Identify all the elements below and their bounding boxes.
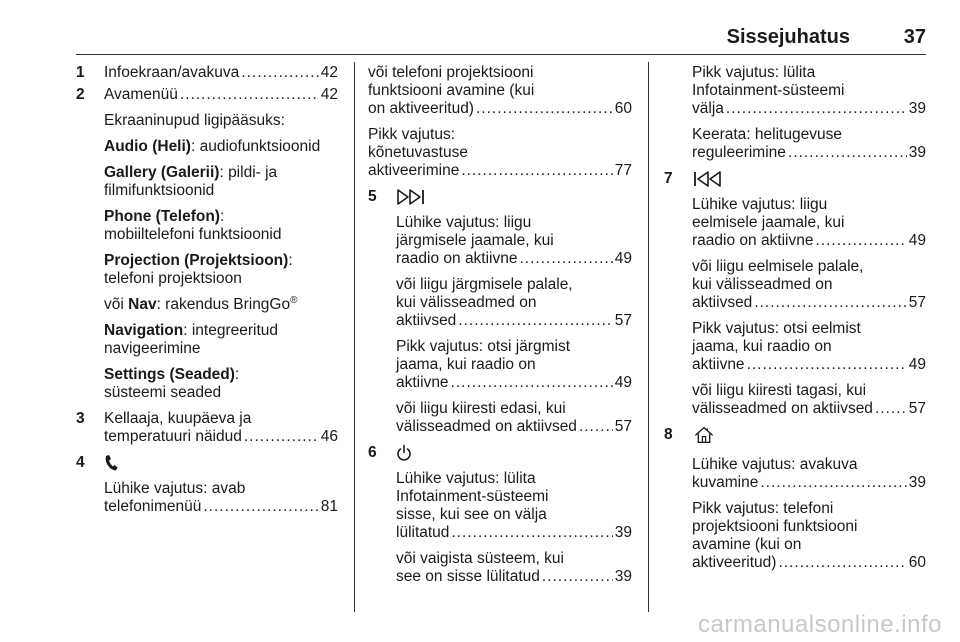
toc-entry-text: Avamenüü [104,86,178,103]
text [104,138,338,156]
toc-entry-text: aktiivne [396,374,449,391]
toc-entry-text: temperatuuri näidud [104,428,242,445]
page-ref: 60 [614,100,632,117]
text-line: funktsiooni avamine (kui [368,82,535,99]
text-line: süsteemi seaded [104,384,222,401]
page-ref: 57 [614,418,632,435]
text-line: või vaigista süsteem, kui [396,550,564,567]
text-line: ® [290,294,298,306]
text-line: või liigu järgmisele palale, [396,276,573,293]
toc-entry-text: aktiivsed [692,294,753,311]
toc-entry-text: lülitatud [396,524,450,541]
toc-entry-text: aktiveeritud) [692,554,777,571]
text [104,296,338,314]
page-ref: 46 [320,428,338,445]
toc-entry-text: aktiivne [692,356,745,373]
page-ref: 42 [320,64,338,81]
page-ref: 42 [320,86,338,103]
text-line: jaama, kui raadio on [396,356,536,373]
entry-number: 2 [76,86,85,103]
toc-line [104,86,338,104]
page-ref: 39 [614,524,632,541]
text-line: Projection (Projektsioon) [104,252,289,269]
watermark: carmanualsonline.info [698,611,942,638]
toc-entry-text: kuvamine [692,474,759,491]
page-ref: 77 [614,162,632,179]
text-line: : [288,252,293,269]
text-block [368,64,632,118]
toc-entry-text: Infoekraan/avakuva [104,64,240,81]
entry-4 [76,454,338,516]
text-line: kui välisseadmed on [396,294,537,311]
text-line: Infotainment-süsteemi [396,488,549,505]
text-line: Settings (Seaded) [104,366,235,383]
page-ref: 39 [908,100,926,117]
text [104,366,338,402]
toc-entry-text: telefonimenüü [104,498,202,515]
text-block [664,64,926,118]
text-line: Pikk vajutus: [368,126,456,143]
page-number: 37 [903,26,926,48]
page-ref: 49 [614,250,632,267]
text-line: : integreeritud [183,322,279,339]
page-header [76,26,926,55]
text-line: mobiiltelefoni funktsioonid [104,226,282,243]
page-ref: 60 [908,554,926,571]
text-line: järgmisele jaamale, kui [396,232,554,249]
text-line: Navigation [104,322,184,339]
previous-track-icon [692,170,926,188]
text [104,322,338,358]
text-line: või liigu kiiresti edasi, kui [396,400,566,417]
page-ref: 49 [908,232,926,249]
column-divider-1 [354,62,355,612]
text-line: või [104,296,129,313]
text-line: navigeerimine [104,340,201,357]
text-line: Gallery (Galerii) [104,164,220,181]
text-line: : pildi- ja [219,164,278,181]
home-icon [692,426,926,448]
page-ref: 57 [908,294,926,311]
text-line: : [219,208,225,225]
toc-entry-text: on aktiveeritud) [368,100,474,117]
page-ref: 57 [908,400,926,417]
text [104,164,338,200]
next-track-icon [396,188,632,206]
text-line: kõnetuvastuse [368,144,468,161]
text-line: või liigu eelmisele palale, [692,258,864,275]
text-line: sisse, kui see on välja [396,506,547,523]
page-ref: 81 [320,498,338,515]
entry-1 [76,64,338,82]
page-ref: 49 [908,356,926,373]
text-line: Lühike vajutus: lülita [396,470,536,487]
page-ref: 39 [614,568,632,585]
page-ref: 39 [908,474,926,491]
text-line: Keerata: helitugevuse [692,126,842,143]
toc-entry-text: raadio on aktiivne [396,250,518,267]
column-divider-2 [648,62,649,612]
phone-icon [104,454,338,472]
toc-entry-text: välja [692,100,724,117]
text-line: Audio (Heli) [104,138,191,155]
page-ref: 39 [908,144,926,161]
text-line: kui välisseadmed on [692,276,833,293]
text-line: Lühike vajutus: liigu [396,214,532,231]
entry-number: 7 [664,170,673,187]
text-line: eelmisele jaamale, kui [692,214,845,231]
entry-3 [76,410,338,446]
text-line: Pikk vajutus: otsi järgmist [396,338,570,355]
column-3 [664,64,926,572]
text-block [368,126,632,180]
text-line: Pikk vajutus: telefoni [692,500,834,517]
text-line: : rakendus BringGo [156,296,291,313]
entry-number: 1 [76,64,85,81]
text-line: Lühike vajutus: liigu [692,196,828,213]
toc-line [104,64,338,82]
entry-7 [664,170,926,418]
toc-line [104,498,338,516]
entry-number: 3 [76,410,85,427]
toc-entry-text: välisseadmed on aktiivsed [396,418,577,435]
text-line: : [234,366,240,383]
text-line: telefoni projektsioon [104,270,242,287]
page-ref: 57 [614,312,632,329]
toc-line [104,428,338,446]
text: Kellaaja, kuupäeva ja [104,410,252,427]
text-line: filmifunktsioonid [104,182,215,199]
text-line: projektsiooni funktsiooni [692,518,858,535]
toc-entry-text: see on sisse lülitatud [396,568,540,585]
toc-entry-text: aktiivsed [396,312,457,329]
toc-entry-text: aktiveerimine [368,162,460,179]
entry-number: 4 [76,454,85,471]
text-block [664,126,926,162]
text-line: Phone (Telefon) [104,208,220,225]
entry-8 [664,426,926,572]
entry-6 [368,444,632,586]
text-line: või liigu kiiresti tagasi, kui [692,382,867,399]
text-line: avamine (kui on [692,536,802,553]
text [104,208,338,244]
text-line: Infotainment-süsteemi [692,82,845,99]
text-line: Nav [128,296,157,313]
page-ref: 49 [614,374,632,391]
text-line: jaama, kui raadio on [692,338,832,355]
toc-entry-text: välisseadmed on aktiivsed [692,400,873,417]
page-title: Sissejuhatus [726,26,850,48]
text-line: Pikk vajutus: lülita [692,64,816,81]
text-line: Pikk vajutus: otsi eelmist [692,320,861,337]
text-line: : audiofunktsioonid [190,138,321,155]
text [104,252,338,288]
power-icon [396,444,632,462]
entry-5 [368,188,632,436]
toc-entry-text: reguleerimine [692,144,786,161]
text: Ekraaninupud ligipääsuks: [104,112,285,129]
entry-2 [76,86,338,402]
entry-number: 5 [368,188,377,205]
entry-number: 8 [664,426,673,443]
column-1 [76,64,338,516]
toc-entry-text: raadio on aktiivne [692,232,814,249]
text: Lühike vajutus: avab [104,480,246,497]
column-2 [368,64,632,586]
text-line: Lühike vajutus: avakuva [692,456,858,473]
text-line: või telefoni projektsiooni [368,64,534,81]
entry-number: 6 [368,444,377,461]
